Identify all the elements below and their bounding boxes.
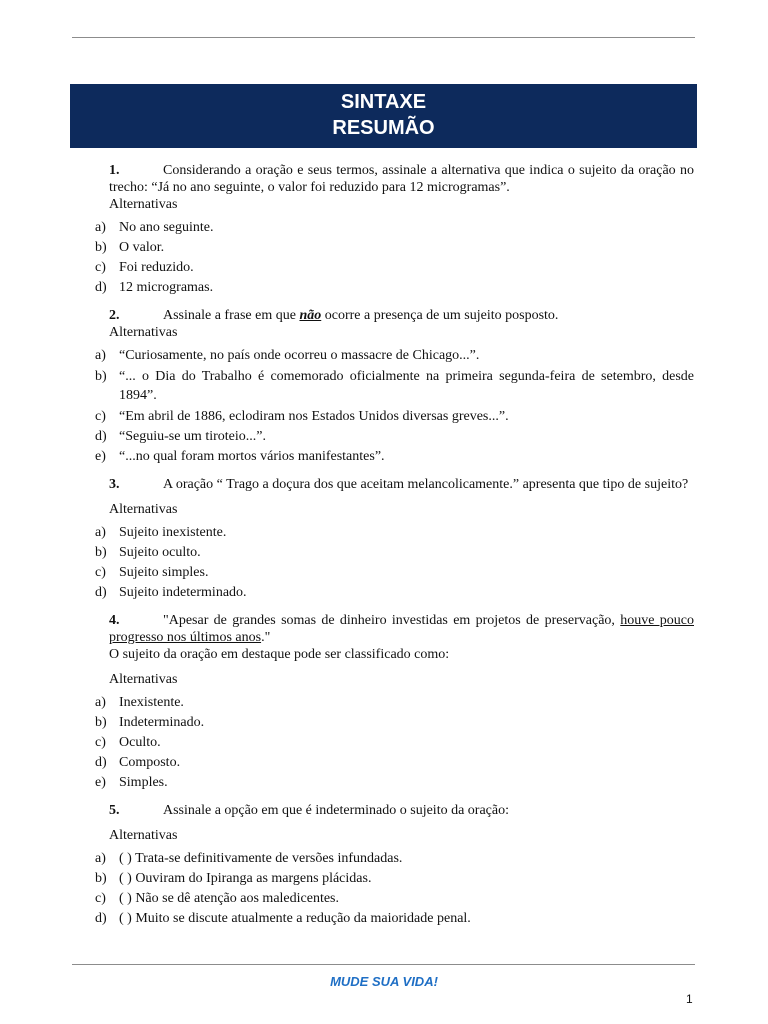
question-number: 3. (109, 477, 120, 492)
alternatives-label: Alternativas (109, 197, 178, 212)
question-number: 5. (109, 803, 120, 818)
option-5c (95, 890, 694, 907)
page-number: 1 (686, 992, 693, 1006)
option-2b (95, 367, 694, 405)
question-text: ocorre a presença de um sujeito posposto. (321, 308, 559, 323)
question-text: A oração “ Trago a doçura dos que aceitam melancolicamente.” apresenta que tipo de sujeito? (163, 477, 689, 492)
question-text: ." (261, 630, 271, 645)
option-text: “Em abril de 1886, eclodiram nos Estados Unidos diversas greves...”. (119, 409, 509, 424)
option-letter: b) (95, 240, 107, 255)
option-2e (95, 448, 694, 465)
option-text: ( ) Ouviram do Ipiranga as margens plácidas. (119, 871, 372, 886)
option-text: ( ) Muito se discute atualmente a redução da maioridade penal. (119, 911, 471, 926)
option-letter: b) (95, 369, 107, 384)
title-banner (70, 84, 697, 148)
option-4c (95, 734, 694, 751)
option-letter: b) (95, 545, 107, 560)
option-letter: d) (95, 585, 107, 600)
option-5b (95, 870, 694, 887)
footer-slogan: MUDE SUA VIDA! (330, 974, 438, 989)
option-letter: c) (95, 409, 106, 424)
option-letter: c) (95, 735, 106, 750)
option-letter: c) (95, 260, 106, 275)
option-text: “Seguiu-se um tiroteio...”. (119, 429, 266, 444)
option-text: 12 microgramas. (119, 280, 214, 295)
option-text: Sujeito inexistente. (119, 525, 227, 540)
option-letter: b) (95, 871, 107, 886)
option-text: Oculto. (119, 735, 161, 750)
emphasis-word: não (299, 308, 322, 323)
highlighted-clause: houve pouco progresso nos últimos anos (109, 613, 694, 645)
question-text: Considerando a oração e seus termos, assinale a alternativa que indica o sujeito da oração no trecho: “Já no ano seguinte, o valor foi reduzido para 12 microgramas”. (109, 163, 694, 195)
option-letter: a) (95, 525, 106, 540)
question-3 (109, 476, 694, 493)
option-letter: a) (95, 220, 106, 235)
option-letter: d) (95, 280, 107, 295)
option-text: Simples. (119, 775, 168, 790)
option-text: Indeterminado. (119, 715, 205, 730)
option-3d (95, 584, 694, 601)
option-text: Inexistente. (119, 695, 184, 710)
option-letter: a) (95, 851, 106, 866)
question-text: Assinale a opção em que é indeterminado o sujeito da oração: (163, 803, 509, 818)
question-1 (109, 162, 694, 196)
question-number: 1. (109, 163, 120, 178)
question-text: Assinale a frase em que (163, 308, 300, 323)
option-text: Sujeito indeterminado. (119, 585, 247, 600)
title-line-2: RESUMÃO (332, 117, 435, 139)
option-letter: d) (95, 911, 107, 926)
option-1a (95, 219, 694, 236)
option-text: Foi reduzido. (119, 260, 194, 275)
option-letter: c) (95, 891, 106, 906)
alternatives-label: Alternativas (109, 502, 178, 517)
question-4-subtext: O sujeito da oração em destaque pode ser classificado como: (109, 647, 450, 662)
option-3a (95, 524, 694, 541)
option-letter: d) (95, 429, 107, 444)
option-letter: e) (95, 775, 106, 790)
option-text: “... o Dia do Trabalho é comemorado oficialmente na primeira segunda-feira de setembro, desde 1894”. (119, 369, 694, 403)
option-text: “...no qual foram mortos vários manifestantes”. (119, 449, 385, 464)
option-5a (95, 850, 694, 867)
question-2 (109, 307, 694, 324)
option-4d (95, 754, 694, 771)
option-3c (95, 564, 694, 581)
option-letter: e) (95, 449, 106, 464)
option-4a (95, 694, 694, 711)
question-number: 2. (109, 308, 120, 323)
alternatives-label: Alternativas (109, 828, 178, 843)
option-letter: d) (95, 755, 107, 770)
option-text: Sujeito simples. (119, 565, 209, 580)
option-letter: c) (95, 565, 106, 580)
option-3b (95, 544, 694, 561)
option-1d (95, 279, 694, 296)
option-1b (95, 239, 694, 256)
option-4e (95, 774, 694, 791)
option-4b (95, 714, 694, 731)
footer-rule (72, 964, 695, 965)
title-line-1: SINTAXE (340, 91, 427, 113)
option-text: Composto. (119, 755, 181, 770)
option-text: ( ) Trata-se definitivamente de versões infundadas. (119, 851, 403, 866)
alternatives-label: Alternativas (109, 672, 178, 687)
questions-content (0, 162, 768, 930)
option-text: O valor. (119, 240, 165, 255)
option-2a (95, 347, 694, 364)
alternatives-label: Alternativas (109, 325, 178, 340)
option-2c (95, 408, 694, 425)
question-4 (109, 612, 694, 646)
option-letter: a) (95, 695, 106, 710)
option-text: ( ) Não se dê atenção aos maledicentes. (119, 891, 340, 906)
question-number: 4. (109, 613, 120, 628)
option-5d (95, 910, 694, 927)
option-1c (95, 259, 694, 276)
option-2d (95, 428, 694, 445)
option-text: No ano seguinte. (119, 220, 214, 235)
header-rule (72, 37, 695, 38)
option-text: Sujeito oculto. (119, 545, 201, 560)
option-letter: a) (95, 348, 106, 363)
option-text: “Curiosamente, no país onde ocorreu o massacre de Chicago...”. (119, 348, 480, 363)
question-text: "Apesar de grandes somas de dinheiro investidas em projetos de preservação, (163, 613, 621, 628)
option-letter: b) (95, 715, 107, 730)
question-5 (109, 802, 694, 819)
